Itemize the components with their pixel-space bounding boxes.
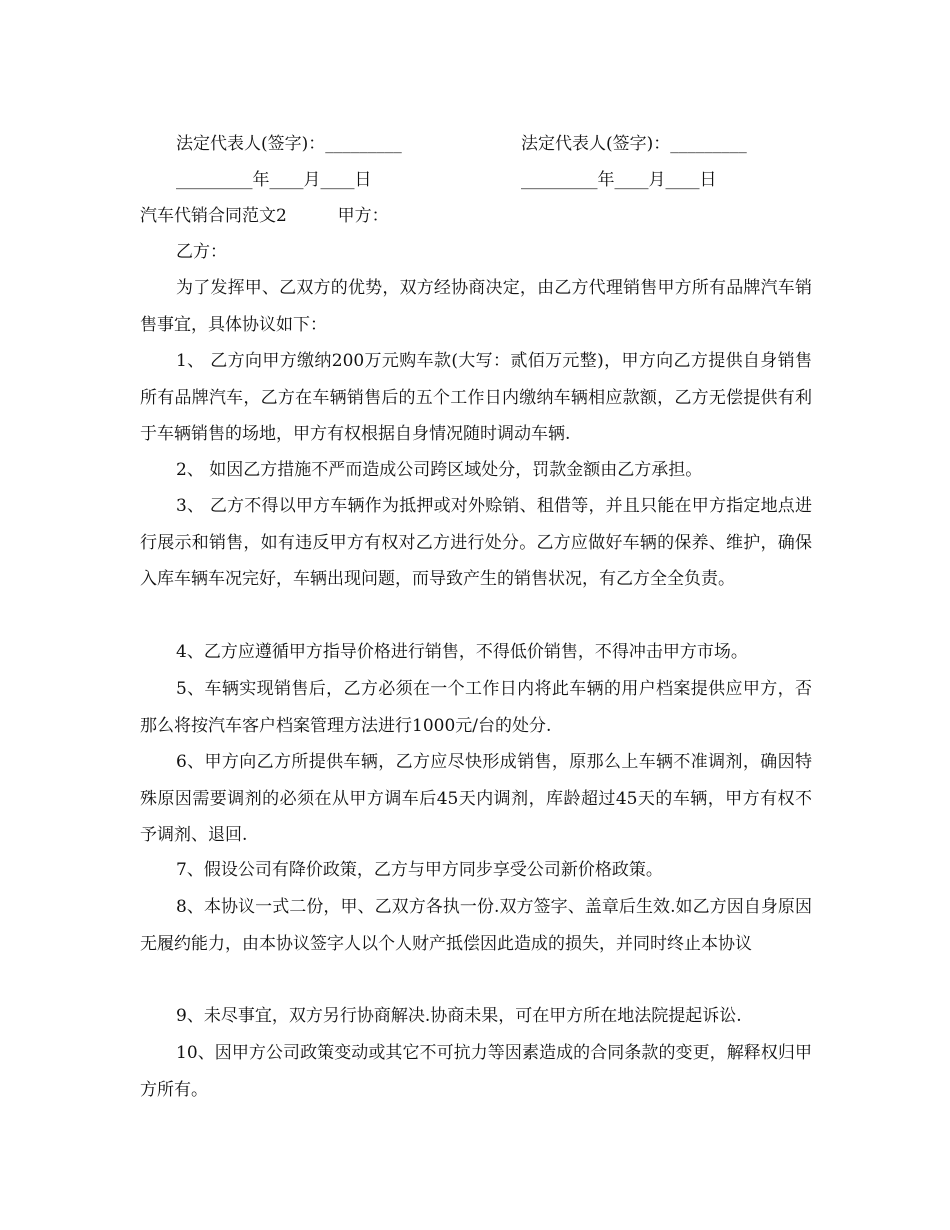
party-a-label: 甲方：: [337, 206, 389, 226]
clause-5: 5、车辆实现销售后，乙方必须在一个工作日内将此车辆的用户档案提供应甲方，否那么将按汽车客户档案管理方法进行1000元/台的处分.: [140, 679, 812, 736]
party-b-date-line: _________年____月____日: [521, 170, 717, 190]
clause-4: 4、乙方应遵循甲方指导价格进行销售，不得低价销售，不得冲击甲方市场。: [176, 642, 748, 662]
clause-8: 8、本协议一式二份，甲、乙双方各执一份.双方签字、盖章后生效.如乙方因自身原因无履约能力，由本协议签字人以个人财产抵偿因此造成的损失，并同时终止本协议: [140, 897, 812, 954]
party-b-label: 乙方：: [176, 242, 227, 262]
party-a-rep-signature: 法定代表人(签字)：_________: [176, 134, 402, 154]
title-line: [140, 204, 812, 228]
doc-title: 汽车代销合同范文2: [140, 206, 287, 226]
clause-6: 6、甲方向乙方所提供车辆，乙方应尽快形成销售，原那么上车辆不准调剂，确因特殊原因需要调剂的必须在从甲方调车后45天内调剂，库龄超过45天的车辆，甲方有权不予调剂、退回.: [140, 752, 812, 845]
party-a-date-line: _________年____月____日: [176, 170, 372, 190]
clause-2: 2、 如因乙方措施不严而造成公司跨区域处分，罚款金额由乙方承担。: [176, 460, 703, 480]
clause-9: 9、未尽事宜，双方另行协商解决.协商未果，可在甲方所在地法院提起诉讼.: [176, 1006, 742, 1026]
clause-1: 1、 乙方向甲方缴纳200万元购车款(大写：贰佰万元整)，甲方向乙方提供自身销售所有品牌汽车，乙方在车辆销售后的五个工作日内缴纳车辆相应款额，乙方无偿提供有利于车辆销售的场地，甲方有权根据自身情况随时调动车辆.: [140, 351, 812, 444]
clause-7: 7、假设公司有降价政策，乙方与甲方同步享受公司新价格政策。: [176, 860, 663, 880]
clause-10: 10、因甲方公司政策变动或其它不可抗力等因素造成的合同条款的变更，解释权归甲方所有。: [140, 1043, 812, 1100]
clause-3: 3、 乙方不得以甲方车辆作为抵押或对外赊销、租借等，并且只能在甲方指定地点进行展示和销售，如有违反甲方有权对乙方进行处分。乙方应做好车辆的保养、维护，确保入库车辆车况完好，车辆出现问题，而导致产生的销售状况，有乙方全全负责。: [140, 496, 812, 589]
party-b-rep-signature: 法定代表人(签字)：_________: [521, 134, 747, 154]
intro-paragraph: 为了发挥甲、乙双方的优势，双方经协商决定，由乙方代理销售甲方所有品牌汽车销售事宜，具体协议如下：: [140, 278, 812, 335]
